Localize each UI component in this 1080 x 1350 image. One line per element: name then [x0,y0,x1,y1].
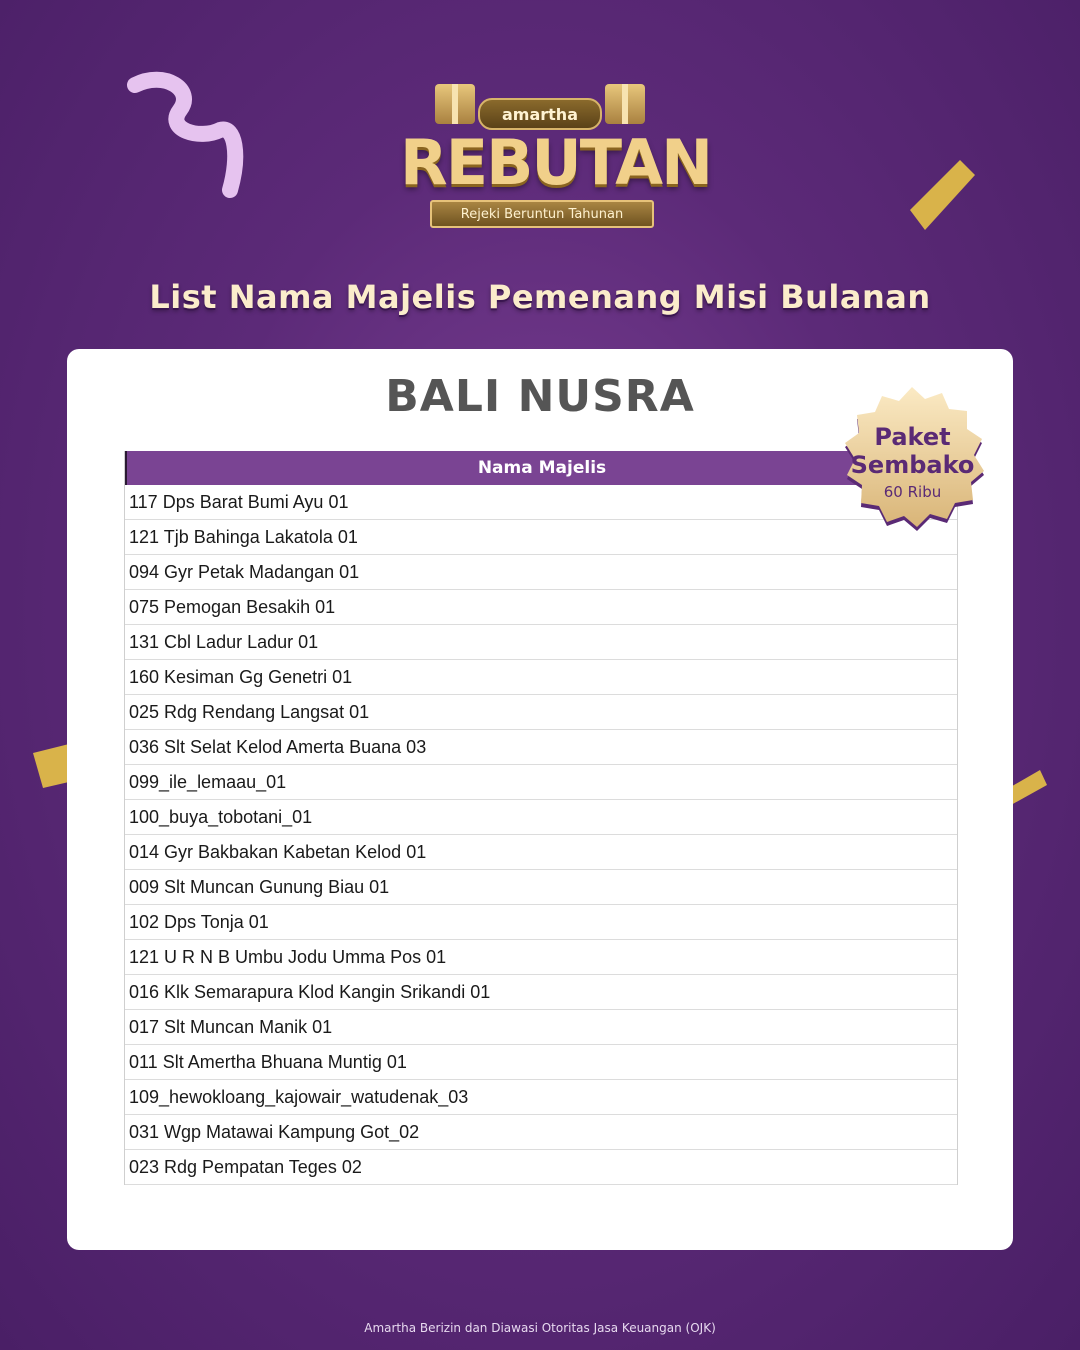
paket-sembako-badge [835,385,990,540]
page-title: List Nama Majelis Pemenang Misi Bulanan [149,278,931,316]
table-row: 117 Dps Barat Bumi Ayu 01 [125,485,957,520]
table-row: 023 Rdg Pempatan Teges 02 [125,1150,957,1185]
table-header: Nama Majelis [125,451,957,485]
region-title: BALI NUSRA [385,371,695,422]
ribbon-confetti [125,70,255,200]
table-row: 011 Slt Amertha Bhuana Muntig 01 [125,1045,957,1080]
gold-confetti-top-right [900,150,980,240]
gift-icon [605,84,645,124]
table-row: 100_buya_tobotani_01 [125,800,957,835]
badge-line-1: Paket [874,423,951,451]
footer-disclaimer: Amartha Berizin dan Diawasi Otoritas Jasa Keuangan (OJK) [364,1321,716,1335]
rebutan-wordmark: REBUTAN [400,126,712,199]
rebutan-logo [400,70,712,235]
logo-tagline: Rejeki Beruntun Tahunan [430,200,654,228]
table-row: 121 Tjb Bahinga Lakatola 01 [125,520,957,555]
majelis-table [124,451,958,1185]
table-row: 121 U R N B Umbu Jodu Umma Pos 01 [125,940,957,975]
gift-icon [435,84,475,124]
table-row: 017 Slt Muncan Manik 01 [125,1010,957,1045]
table-row: 075 Pemogan Besakih 01 [125,590,957,625]
table-row: 099_ile_lemaau_01 [125,765,957,800]
table-body [125,485,957,1185]
badge-line-2: Sembako [850,451,975,479]
table-row: 109_hewokloang_kajowair_watudenak_03 [125,1080,957,1115]
table-row: 009 Slt Muncan Gunung Biau 01 [125,870,957,905]
table-row: 016 Klk Semarapura Klod Kangin Srikandi 01 [125,975,957,1010]
badge-line-3: 60 Ribu [883,483,942,501]
table-row: 102 Dps Tonja 01 [125,905,957,940]
table-row: 014 Gyr Bakbakan Kabetan Kelod 01 [125,835,957,870]
table-row: 031 Wgp Matawai Kampung Got_02 [125,1115,957,1150]
amartha-brand: amartha [478,98,602,130]
table-row: 131 Cbl Ladur Ladur 01 [125,625,957,660]
table-row: 036 Slt Selat Kelod Amerta Buana 03 [125,730,957,765]
table-row: 025 Rdg Rendang Langsat 01 [125,695,957,730]
table-row: 160 Kesiman Gg Genetri 01 [125,660,957,695]
table-row: 094 Gyr Petak Madangan 01 [125,555,957,590]
